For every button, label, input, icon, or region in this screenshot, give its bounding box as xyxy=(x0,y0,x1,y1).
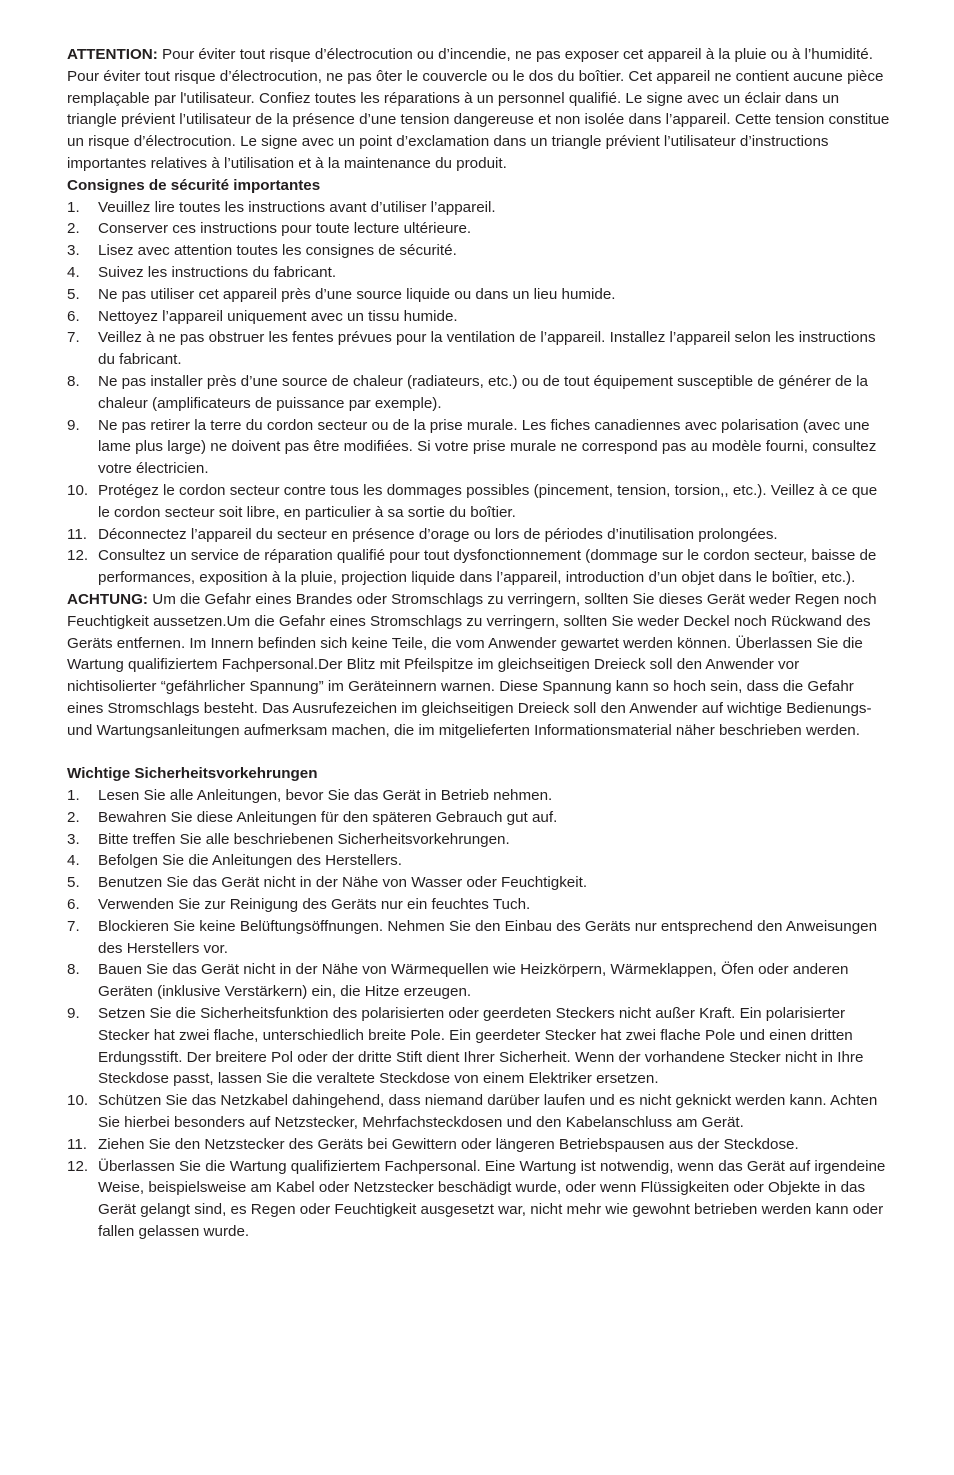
list-item-number: 12. xyxy=(67,547,89,565)
list-item-number: 9. xyxy=(67,1005,80,1023)
list-item-number: 7. xyxy=(67,329,80,347)
list-item xyxy=(67,1156,890,1243)
list-item-text: Befolgen Sie die Anleitungen des Herstellers. xyxy=(98,852,402,870)
list-item xyxy=(67,850,890,872)
list-item-text: Benutzen Sie das Gerät nicht in der Nähe von Wasser oder Feuchtigkeit. xyxy=(98,874,588,892)
list-item-text: Verwenden Sie zur Reinigung des Geräts nur ein feuchtes Tuch. xyxy=(98,896,531,914)
list-item xyxy=(67,916,890,960)
list-item xyxy=(67,415,890,480)
list-item xyxy=(67,197,890,219)
list-item-number: 9. xyxy=(67,416,80,434)
french-attention-label: ATTENTION: xyxy=(67,46,158,63)
list-item xyxy=(67,829,890,851)
list-item-number: 3. xyxy=(67,830,80,848)
list-item-number: 8. xyxy=(67,961,80,979)
list-item-number: 4. xyxy=(67,263,80,281)
list-item-text: Veuillez lire toutes les instructions avant d’utiliser l’appareil. xyxy=(98,198,496,216)
list-item-text: Nettoyez l’appareil uniquement avec un tissu humide. xyxy=(98,307,458,325)
list-item xyxy=(67,524,890,546)
list-item-number: 5. xyxy=(67,285,80,303)
list-item-text: Blockieren Sie keine Belüftungsöffnungen. Nehmen Sie den Einbau des Geräts nur entsprechend den Anweisungen des Herstellers vor. xyxy=(98,917,878,957)
list-item-text: Schützen Sie das Netzkabel dahingehend, dass niemand darüber laufen und es nicht geknickt werden kann. Achten Sie hierbei besonders auf Netzstecker, Mehrfachsteckdosen und den Kabelanschluss am Gerät. xyxy=(98,1092,878,1132)
list-item-number: 11. xyxy=(67,525,87,543)
list-item-number: 2. xyxy=(67,808,80,826)
list-item xyxy=(67,894,890,916)
french-safety-list xyxy=(67,197,890,589)
list-item-text: Ne pas installer près d’une source de chaleur (radiateurs, etc.) ou de tout équipement susceptible de générer de la chaleur (amplificateurs de puissance par exemple). xyxy=(98,372,868,412)
list-item xyxy=(67,306,890,328)
german-safety-list xyxy=(67,785,890,1243)
list-item xyxy=(67,240,890,262)
list-item xyxy=(67,1090,890,1134)
french-safety-heading: Consignes de sécurité importantes xyxy=(67,176,321,194)
list-item-number: 8. xyxy=(67,372,80,390)
list-item-number: 6. xyxy=(67,896,80,914)
list-item-text: Conserver ces instructions pour toute lecture ultérieure. xyxy=(98,220,472,238)
list-item-number: 7. xyxy=(67,917,80,935)
list-item-number: 2. xyxy=(67,220,80,238)
list-item-number: 6. xyxy=(67,307,80,325)
german-safety-heading: Wichtige Sicherheitsvorkehrungen xyxy=(67,765,318,783)
german-attention-paragraph xyxy=(67,589,890,742)
list-item-number: 5. xyxy=(67,874,80,892)
list-item-text: Ne pas retirer la terre du cordon secteur ou de la prise murale. Les fiches canadiennes avec polarisation (avec une lame plus large) ne doivent pas être modifiées. Si votre prise murale ne correspond pas au modèle fourni, consultez votre électricien. xyxy=(98,416,877,478)
list-item-text: Ne pas utiliser cet appareil près d’une source liquide ou dans un lieu humide. xyxy=(98,285,616,303)
list-item xyxy=(67,1003,890,1090)
list-item xyxy=(67,262,890,284)
list-item-text: Bewahren Sie diese Anleitungen für den späteren Gebrauch gut auf. xyxy=(98,808,558,826)
list-item-text: Lisez avec attention toutes les consignes de sécurité. xyxy=(98,242,457,260)
list-item-number: 1. xyxy=(67,787,80,805)
list-item-text: Ziehen Sie den Netzstecker des Geräts bei Gewittern oder längeren Betriebspausen aus der Steckdose. xyxy=(98,1135,799,1153)
french-attention-text: Pour éviter tout risque d’électrocution ou d’incendie, ne pas exposer cet appareil à la pluie ou à l’humidité. Pour éviter tout risque d’électrocution, ne pas ôter le couvercle ou le dos du boîtier. Cet appareil ne contient aucune pièce remplaçable par l'utilisateur. Confiez toutes les réparations à un personnel qualifié. Le signe avec un éclair dans un triangle prévient l’utilisateur de la présence d’une tension dangereuse et non isolée dans l’appareil. Cette tension constitue un risque d’électrocution. Le signe avec un point d’exclamation dans un triangle prévient l’utilisateur d’instructions importantes relatives à l’utilisation et à la maintenance du produit. xyxy=(67,46,890,172)
list-item-number: 11. xyxy=(67,1135,87,1153)
list-item xyxy=(67,785,890,807)
list-item-text: Protégez le cordon secteur contre tous les dommages possibles (pincement, tension, torsion,, etc.). Veillez à ce que le cordon secteur soit libre, en particulier à sa sortie du boîtier. xyxy=(98,481,878,521)
list-item xyxy=(67,284,890,306)
list-item-number: 10. xyxy=(67,481,89,499)
list-item-text: Bitte treffen Sie alle beschriebenen Sicherheitsvorkehrungen. xyxy=(98,830,510,848)
list-item xyxy=(67,218,890,240)
list-item-text: Consultez un service de réparation qualifié pour tout dysfonctionnement (dommage sur le cordon secteur, baisse de performances, exposition à la pluie, projection liquide dans l’appareil, introduction d’un objet dans le boîtier, etc.). xyxy=(98,547,877,587)
list-item xyxy=(67,545,890,589)
french-attention-paragraph xyxy=(67,44,890,175)
list-item-text: Veillez à ne pas obstruer les fentes prévues pour la ventilation de l’appareil. Installez l’appareil selon les instructions du fabricant. xyxy=(98,329,876,369)
list-item-number: 12. xyxy=(67,1157,89,1175)
list-item xyxy=(67,480,890,524)
list-item-number: 1. xyxy=(67,198,80,216)
list-item xyxy=(67,959,890,1003)
list-item-text: Bauen Sie das Gerät nicht in der Nähe von Wärmequellen wie Heizkörpern, Wärmeklappen, Öfen oder anderen Geräten (inklusive Verstärkern) ein, die Hitze erzeugen. xyxy=(98,961,849,1001)
list-item-text: Déconnectez l’appareil du secteur en présence d’orage ou lors de périodes d’inutilisation prolongées. xyxy=(98,525,778,543)
list-item-number: 10. xyxy=(67,1092,89,1110)
paragraph-spacer xyxy=(67,742,890,764)
list-item-text: Setzen Sie die Sicherheitsfunktion des polarisierten oder geerdeten Steckers nicht außer Kraft. Ein polarisierter Stecker hat zwei flache, unterschiedlich breite Pole. Ein geerdeter Stecker hat zwei flache Pole und einen dritten Erdungsstift. Der breitere Pol oder der dritte Stift dient Ihrer Sicherheit. Wenn der vorhandene Stecker nicht in Ihre Steckdose passt, lassen Sie die veraltete Steckdose von einem Elektriker ersetzen. xyxy=(98,1005,864,1088)
german-attention-text: Um die Gefahr eines Brandes oder Stromschlags zu verringern, sollten Sie dieses Gerät weder Regen noch Feuchtigkeit aussetzen.Um die Gefahr eines Stromschlags zu verringern, sollten Sie weder Deckel noch Rückwand des Geräts entfernen. Im Innern befinden sich keine Teile, die vom Anwender gewartet werden können. Überlassen Sie die Wartung qualifiziertem Fachpersonal.Der Blitz mit Pfeilspitze im gleichseitigen Dreieck soll den Anwender vor nichtisolierter “gefährlicher Spannung” im Geräteinnern warnen. Diese Spannung kann so hoch sein, dass die Gefahr eines Stromschlags besteht. Das Ausrufezeichen im gleichseitigen Dreieck soll den Anwender auf wichtige Bedienungs- und Wartungsanleitungen aufmerksam machen, die im mitgelieferten Informationsmaterial näher beschrieben werden. xyxy=(67,590,877,739)
list-item-text: Lesen Sie alle Anleitungen, bevor Sie das Gerät in Betrieb nehmen. xyxy=(98,787,553,805)
list-item xyxy=(67,327,890,371)
list-item-text: Überlassen Sie die Wartung qualifiziertem Fachpersonal. Eine Wartung ist notwendig, wenn das Gerät auf irgendeine Weise, beispielsweise am Kabel oder Netzstecker beschädigt wurde, oder wenn Flüssigkeiten oder Objekte in das Gerät gelangt sind, es Regen oder Feuchtigkeit ausgesetzt war, nicht mehr wie gewohnt betrieben werden kann oder fallen gelassen wurde. xyxy=(98,1157,886,1241)
list-item-number: 4. xyxy=(67,852,80,870)
list-item xyxy=(67,371,890,415)
german-attention-label: ACHTUNG: xyxy=(67,590,148,608)
list-item-number: 3. xyxy=(67,242,80,260)
list-item xyxy=(67,807,890,829)
list-item xyxy=(67,1134,890,1156)
list-item-text: Suivez les instructions du fabricant. xyxy=(98,263,337,281)
list-item xyxy=(67,872,890,894)
